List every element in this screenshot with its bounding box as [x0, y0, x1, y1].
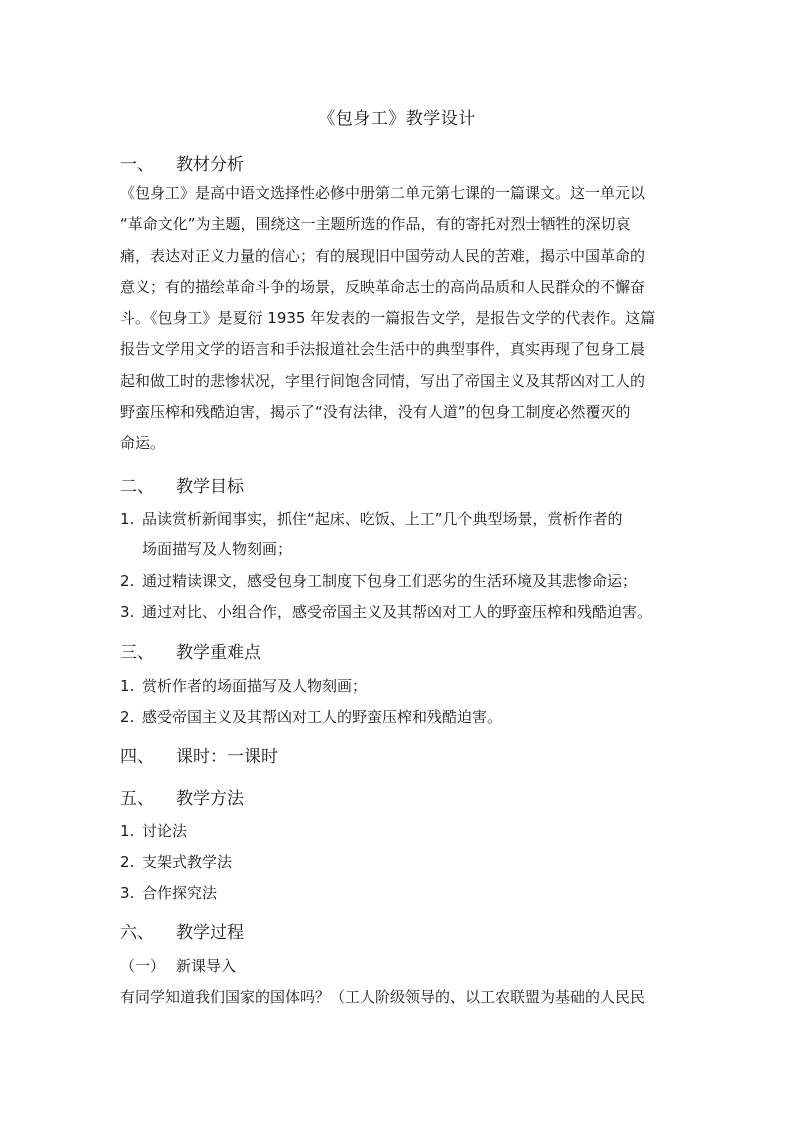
section-number: 四、 — [120, 747, 154, 767]
paragraph-line: 意义；有的描绘革命斗争的场景，反映革命志士的高尚品质和人民群众的不懈奋 — [120, 277, 646, 296]
section-title: 教材分析 — [176, 155, 244, 175]
list-number: 1. — [120, 677, 135, 695]
list-number: 3. — [120, 603, 135, 621]
list-text: 合作探究法 — [142, 884, 218, 902]
paragraph-line: “革命文化”为主题，围绕这一主题所选的作品，有的寄托对烈士牺牲的深切哀 — [120, 215, 631, 234]
document-title: 《包身工》教学设计 — [318, 109, 476, 129]
list-number: 3. — [120, 884, 135, 902]
list-item — [120, 851, 232, 872]
list-item — [120, 601, 652, 622]
section-number: 二、 — [120, 477, 154, 497]
paragraph-line: 报告文学用文学的语言和手法报道社会生活中的典型事件，真实再现了包身工晨 — [120, 340, 646, 359]
list-text: 讨论法 — [142, 822, 188, 840]
section-heading-objectives — [120, 472, 244, 497]
list-item — [120, 675, 367, 696]
section-heading-process — [120, 918, 244, 943]
list-text: 通过精读课文，感受包身工制度下包身工们恶劣的生活环境及其悲惨命运； — [142, 572, 638, 590]
section-number: 一、 — [120, 155, 154, 175]
paragraph-line: 《包身工》是高中语文选择性必修中册第二单元第七课的一篇课文。这一单元以 — [120, 184, 646, 202]
materials-paragraph — [120, 178, 680, 460]
list-item — [120, 570, 637, 591]
section-heading-class-hours — [120, 742, 278, 767]
section-title: 教学过程 — [176, 923, 244, 943]
process-paragraph-line: 有同学知道我们国家的国体吗？（工人阶级领导的、以工农联盟为基础的人民民 — [120, 988, 646, 1006]
list-number: 1. — [120, 822, 135, 840]
list-item — [120, 508, 623, 529]
list-item — [120, 820, 187, 841]
subsection-heading-intro — [120, 955, 236, 976]
section-number: 六、 — [120, 923, 154, 943]
paragraph-line: 起和做工时的悲惨状况，字里行间饱含同情，写出了帝国主义及其帮凶对工人的 — [120, 371, 646, 390]
paragraph-line: 野蛮压榨和残酷迫害，揭示了“没有法律，没有人道”的包身工制度必然覆灭的 — [120, 403, 631, 422]
list-item-continuation: 场面描写及人物刻画； — [142, 540, 293, 558]
paragraph-line: 命运。 — [120, 434, 166, 453]
list-item — [120, 706, 502, 727]
section-number: 三、 — [120, 643, 154, 663]
list-number: 2. — [120, 708, 135, 726]
section-title: 教学重难点 — [176, 643, 261, 663]
section-title: 教学方法 — [176, 789, 244, 809]
list-text: 支架式教学法 — [142, 853, 233, 871]
list-item — [120, 882, 217, 903]
list-number: 2. — [120, 572, 135, 590]
section-heading-methods — [120, 784, 244, 809]
section-heading-key-points — [120, 638, 261, 663]
section-number: 五、 — [120, 789, 154, 809]
subsection-title: 新课导入 — [176, 957, 237, 975]
section-title: 教学目标 — [176, 477, 244, 497]
list-text: 品读赏析新闻事实，抓住“起床、吃饭、上工”几个典型场景，赏析作者的 — [142, 510, 623, 528]
section-title: 课时：一课时 — [176, 747, 278, 767]
list-text: 赏析作者的场面描写及人物刻画； — [142, 677, 368, 695]
list-number: 2. — [120, 853, 135, 871]
list-number: 1. — [120, 510, 135, 528]
paragraph-line: 斗。《包身工》是夏衍 1935 年发表的一篇报告文学，是报告文学的代表作。这篇 — [120, 309, 656, 328]
subsection-number: （一） — [120, 957, 166, 975]
section-heading-materials — [120, 150, 244, 175]
paragraph-line: 痛，表达对正义力量的信心；有的展现旧中国劳动人民的苦难，揭示中国革命的 — [120, 246, 646, 265]
list-text: 通过对比、小组合作，感受帝国主义及其帮凶对工人的野蛮压榨和残酷迫害。 — [142, 603, 653, 621]
list-text: 感受帝国主义及其帮凶对工人的野蛮压榨和残酷迫害。 — [142, 708, 503, 726]
